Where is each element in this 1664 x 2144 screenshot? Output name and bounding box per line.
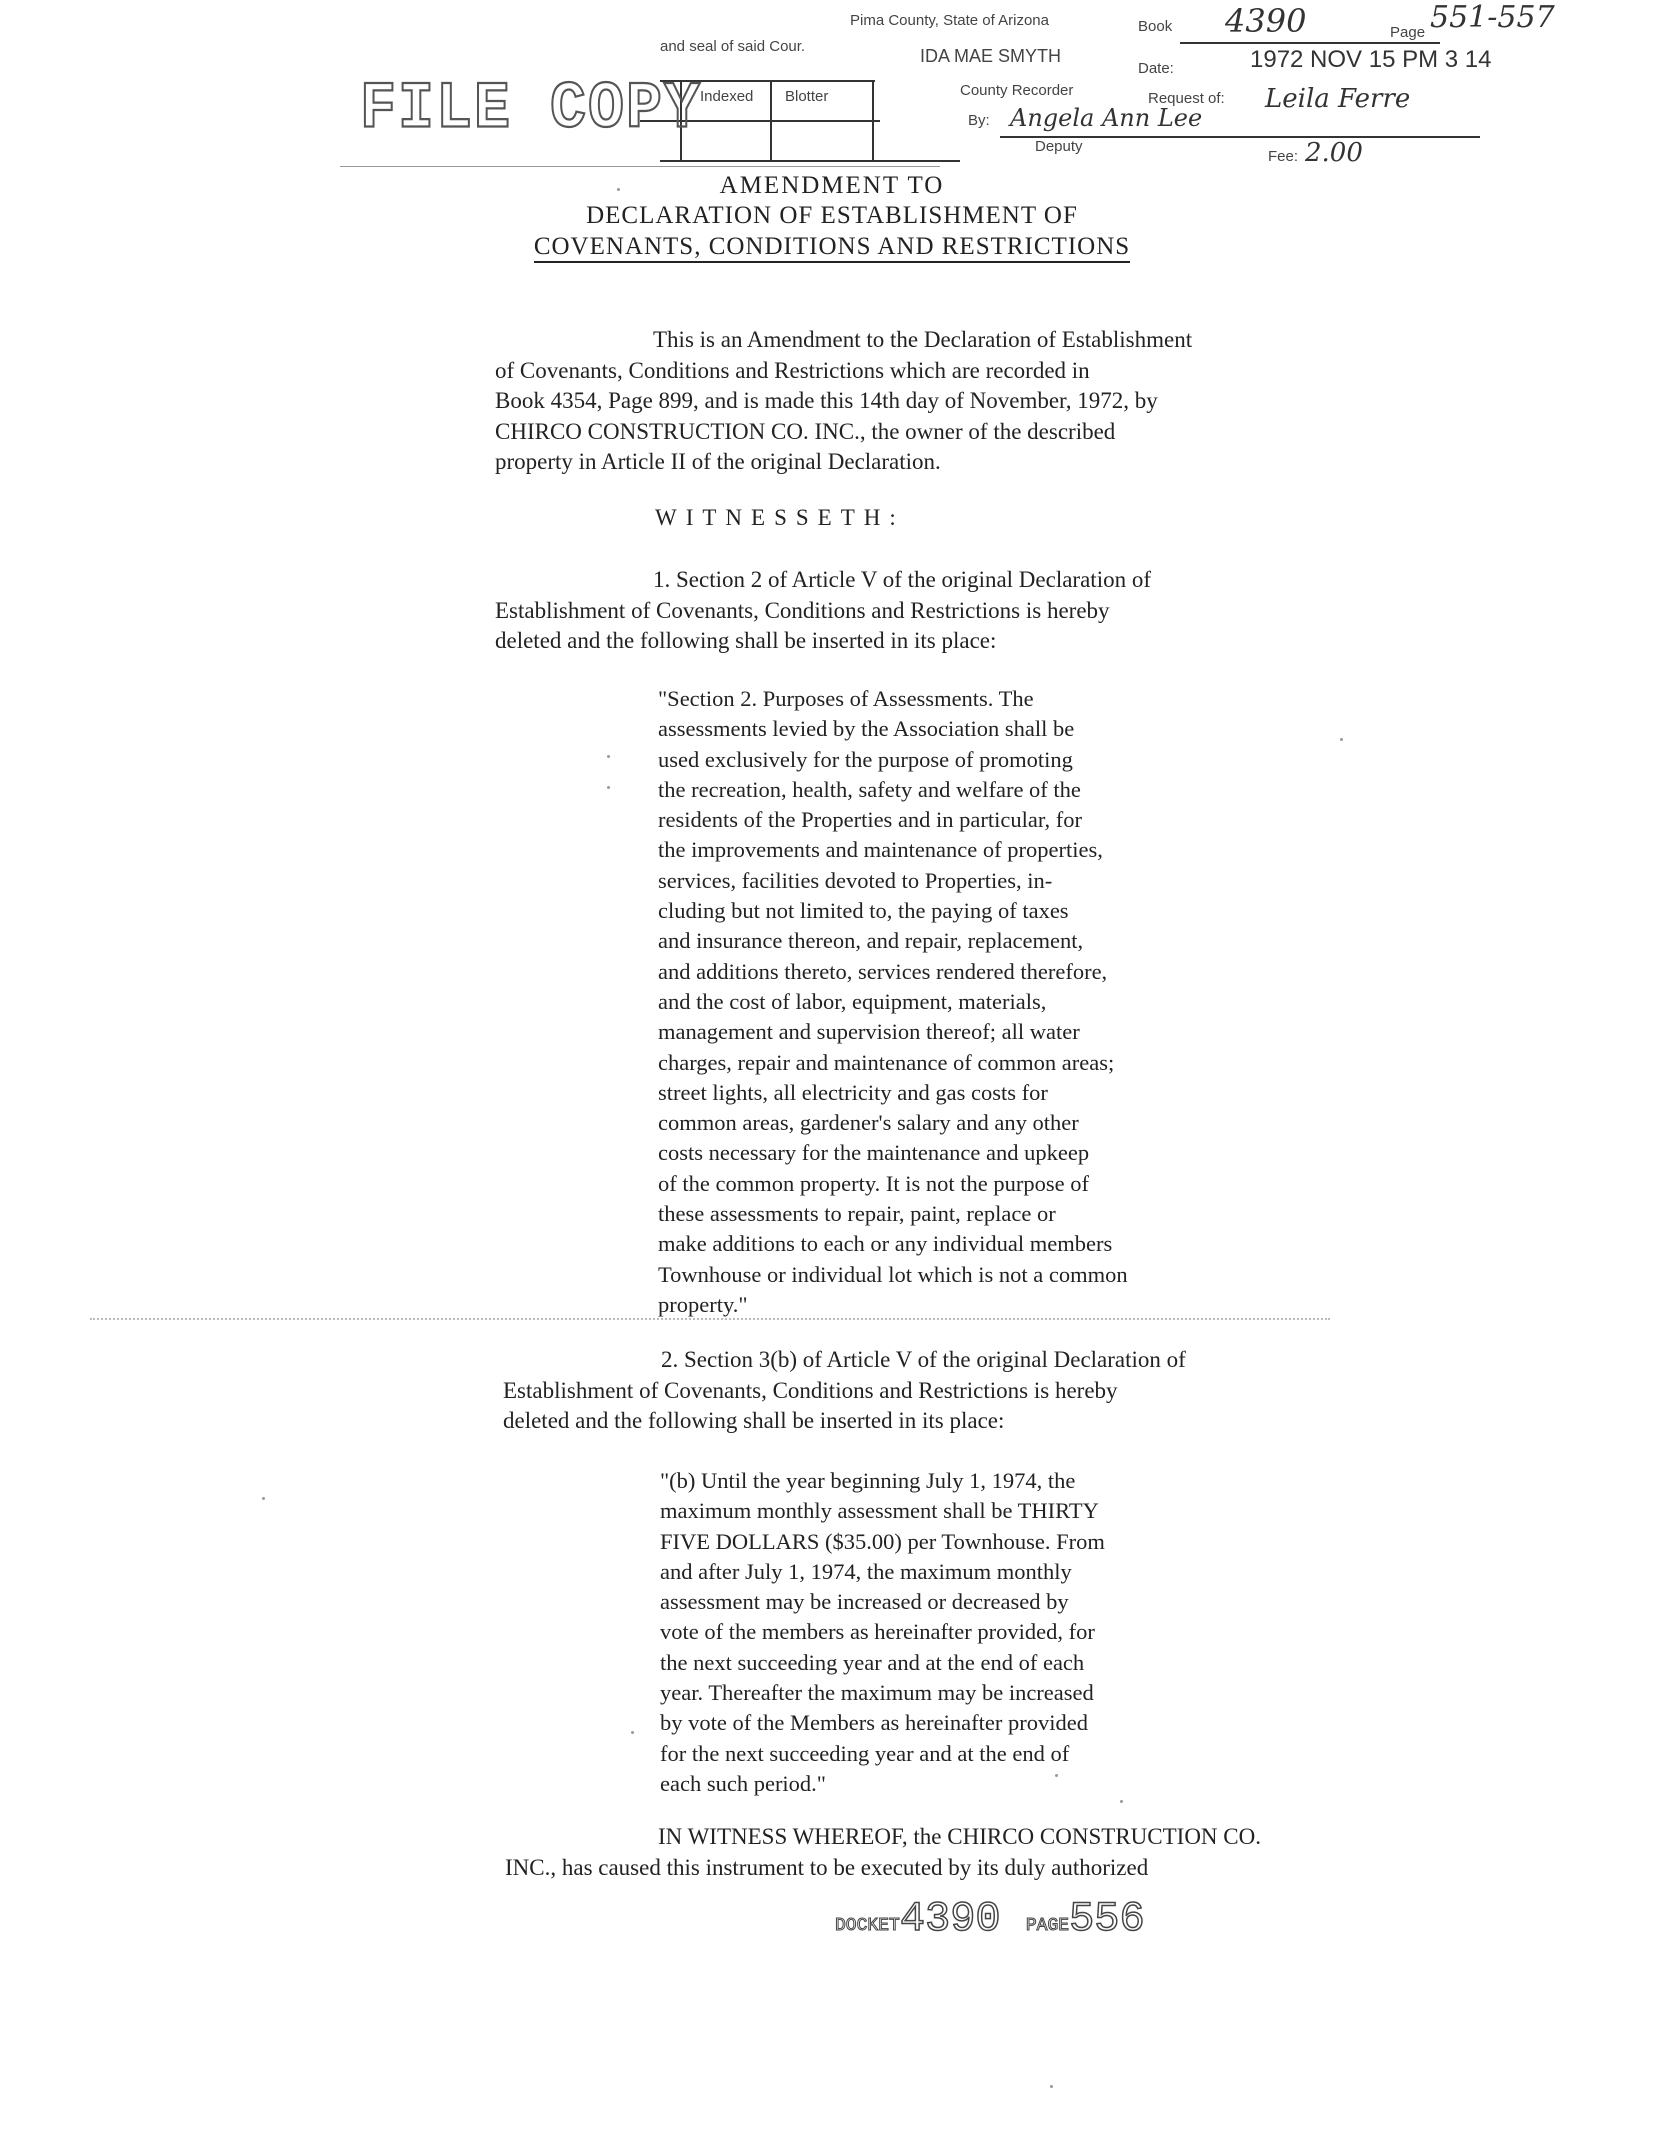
quote-line: the next succeeding year and at the end of each xyxy=(660,1649,1085,1675)
by-signature: Angela Ann Lee xyxy=(1010,104,1203,132)
page-label: Page xyxy=(1390,24,1426,41)
scan-artifact-line xyxy=(90,1318,1330,1320)
request-label: Request of: xyxy=(1148,90,1225,107)
quote-line: costs necessary for the maintenance and upkeep xyxy=(658,1140,1090,1166)
deputy-label: Deputy xyxy=(1035,138,1083,155)
item-line: deleted and the following shall be inserted in its place: xyxy=(495,628,997,653)
item-line: Establishment of Covenants, Conditions and Restrictions is hereby xyxy=(495,597,1110,623)
intro-paragraph xyxy=(495,325,1455,478)
quote-line: residents of the Properties and in particular, for xyxy=(658,807,1082,833)
book-number: 4390 xyxy=(1225,2,1307,40)
item-line: 2. Section 3(b) of Article V of the original Declaration of xyxy=(661,1347,1186,1372)
intro-line: CHIRCO CONSTRUCTION CO. INC., the owner of the described xyxy=(495,418,1116,444)
quote-line: these assessments to repair, paint, replace or xyxy=(658,1201,1056,1227)
intro-line: Book 4354, Page 899, and is made this 14th day of November, 1972, by xyxy=(495,388,1158,413)
quote-line: used exclusively for the purpose of promoting xyxy=(658,746,1073,772)
title-line-1: AMENDMENT TO xyxy=(719,172,945,199)
title-line-3: COVENANTS, CONDITIONS AND RESTRICTIONS xyxy=(0,233,1664,261)
quote-line: FIVE DOLLARS ($35.00) per Townhouse. From xyxy=(660,1528,1105,1554)
by-label: By: xyxy=(968,112,990,129)
item-1-paragraph xyxy=(495,565,1455,657)
witness-paragraph xyxy=(505,1822,1465,1883)
recorder-label: County Recorder xyxy=(960,82,1074,99)
quote-line: year. Thereafter the maximum may be increased xyxy=(660,1680,1094,1706)
docket-page-number: 556 xyxy=(1069,1895,1145,1943)
quote-line: and the cost of labor, equipment, materials, xyxy=(658,988,1047,1014)
docket-page-stamp xyxy=(835,1895,1145,1943)
file-copy-stamp: FILE COPY xyxy=(360,72,703,148)
intro-line: property in Article II of the original Declaration. xyxy=(495,449,941,474)
quote-line: and additions thereto, services rendered therefore, xyxy=(658,958,1108,984)
docket-page-label: PAGE xyxy=(1025,1916,1070,1936)
witness-line: INC., has caused this instrument to be executed by its duly authorized xyxy=(505,1854,1149,1880)
quote-line: the recreation, health, safety and welfare of the xyxy=(658,776,1081,802)
docket-number: 4390 xyxy=(899,1895,1001,1943)
county-line: Pima County, State of Arizona xyxy=(850,12,1049,29)
page-range: 551-557 xyxy=(1430,0,1555,35)
request-signature: Leila Ferre xyxy=(1265,84,1411,114)
item-line: Establishment of Covenants, Conditions and Restrictions is hereby xyxy=(503,1377,1118,1403)
witnesseth-heading: WITNESSETH: xyxy=(655,505,905,530)
quote-line: assessment may be increased or decreased by xyxy=(660,1589,1069,1615)
quote-line: maximum monthly assessment shall be THIRTY xyxy=(660,1498,1099,1524)
quote-line: and insurance thereon, and repair, replacement, xyxy=(658,928,1084,954)
docket-label: DOCKET xyxy=(835,1916,900,1936)
quote-line: and after July 1, 1974, the maximum monthly xyxy=(660,1558,1072,1584)
seal-line: and seal of said Cour. xyxy=(660,38,806,55)
quote-line: cluding but not limited to, the paying of taxes xyxy=(658,898,1069,924)
quote-line: street lights, all electricity and gas costs for xyxy=(658,1079,1048,1105)
quote-line: make additions to each or any individual members xyxy=(658,1231,1113,1257)
quote-line: Townhouse or individual lot which is not a common xyxy=(658,1261,1128,1287)
quote-line: management and supervision thereof; all water xyxy=(658,1019,1080,1045)
date-stamp: 1972 NOV 15 PM 3 14 xyxy=(1250,46,1492,73)
quote-line: of the common property. It is not the purpose of xyxy=(658,1170,1089,1196)
item-line: deleted and the following shall be inserted in its place: xyxy=(503,1408,1005,1433)
section-2-quote xyxy=(658,684,1378,1320)
quote-line: the improvements and maintenance of properties, xyxy=(658,837,1103,863)
intro-line: This is an Amendment to the Declaration of Establishment xyxy=(653,327,1193,352)
book-label: Book xyxy=(1138,18,1173,35)
quote-line: charges, repair and maintenance of common areas; xyxy=(658,1049,1115,1075)
recorder-name: IDA MAE SMYTH xyxy=(920,46,1062,66)
witness-line: IN WITNESS WHEREOF, the CHIRCO CONSTRUCTION CO. xyxy=(658,1824,1261,1849)
fee-value: 2.00 xyxy=(1305,138,1363,168)
quote-line: common areas, gardener's salary and any other xyxy=(658,1110,1079,1136)
fee-label: Fee: xyxy=(1268,148,1299,165)
quote-line: assessments levied by the Association shall be xyxy=(658,716,1075,742)
quote-line: property." xyxy=(658,1291,748,1317)
intro-line: of Covenants, Conditions and Restrictions which are recorded in xyxy=(495,357,1090,383)
item-line: 1. Section 2 of Article V of the original Declaration of xyxy=(653,567,1151,592)
quote-line: "Section 2. Purposes of Assessments. The xyxy=(658,686,1034,711)
quote-line: services, facilities devoted to Properties, in- xyxy=(658,867,1053,893)
item-2-paragraph xyxy=(503,1345,1463,1437)
blotter-cell: Blotter xyxy=(785,88,829,105)
index-cell: Indexed xyxy=(700,88,754,105)
date-label: Date: xyxy=(1138,60,1174,77)
quote-line: for the next succeeding year and at the end of xyxy=(660,1740,1070,1766)
quote-line: "(b) Until the year beginning July 1, 1974, the xyxy=(660,1468,1076,1493)
title-line-2: DECLARATION OF ESTABLISHMENT OF xyxy=(586,202,1078,229)
quote-line: by vote of the Members as hereinafter provided xyxy=(660,1710,1088,1736)
section-3b-quote xyxy=(660,1466,1380,1799)
quote-line: vote of the members as hereinafter provided, for xyxy=(660,1619,1095,1645)
quote-line: each such period." xyxy=(660,1770,826,1796)
